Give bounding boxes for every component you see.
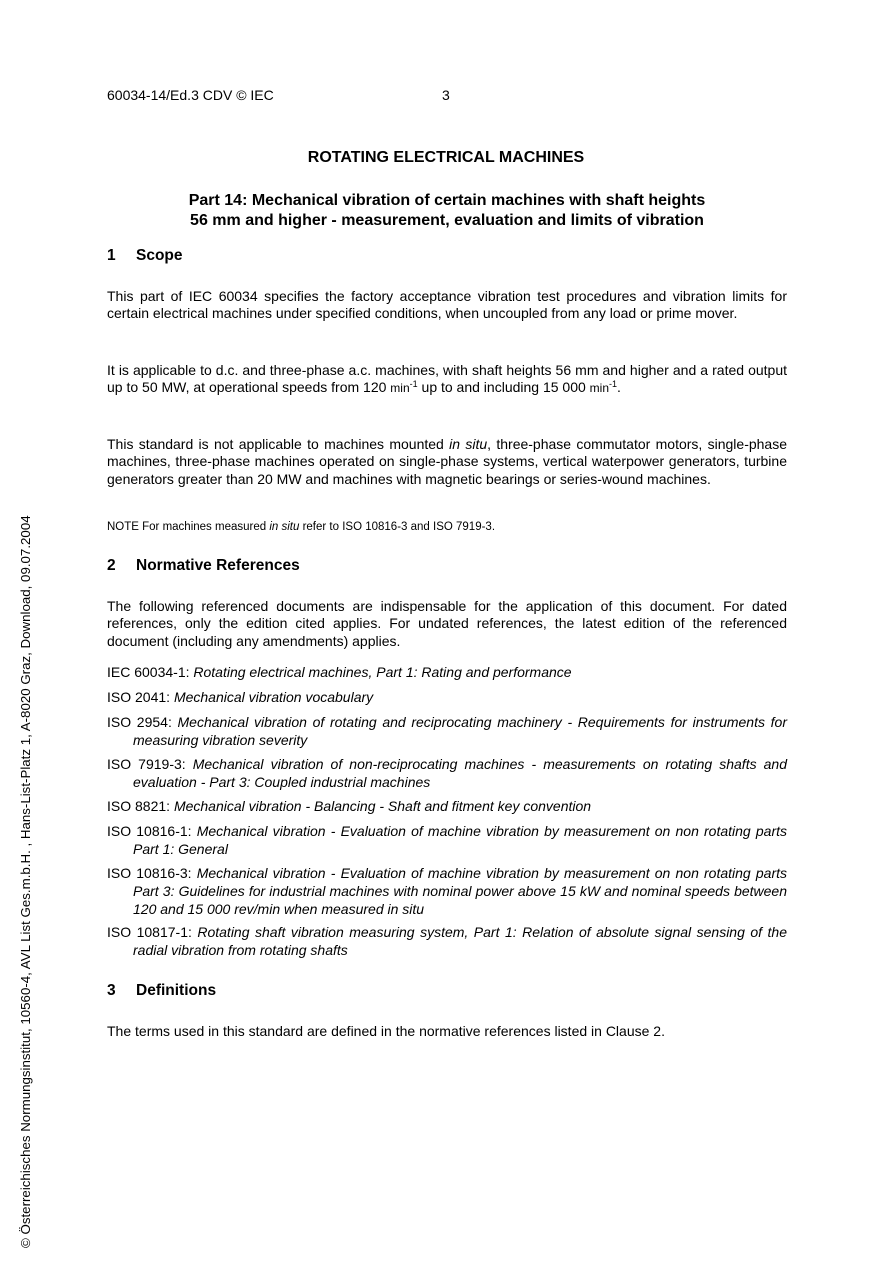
reference-title: Mechanical vibration - Evaluation of machine vibration by measurement on non rotating parts Part 1: General (133, 823, 787, 857)
reference-item (107, 924, 787, 960)
reference-title: Mechanical vibration - Evaluation of machine vibration by measurement on non rotating parts Part 3: Guidelines for industrial machines with nominal power above 15 kW and nominal speeds between 120 and 15 000 rev/min when measured in situ (133, 865, 787, 917)
reference-code: ISO 10816-1: (107, 823, 197, 839)
document-id: 60034-14/Ed.3 CDV © IEC (107, 87, 274, 103)
section-heading-definitions (107, 982, 216, 1000)
section-number: 3 (107, 982, 116, 999)
scope-p2-text-a: It is applicable to d.c. and three-phase a.c. machines, with shaft heights 56 mm and higher and a rated output up to 50 MW, at operational speeds from 120 (107, 362, 787, 396)
in-situ-term: in situ (269, 521, 300, 533)
document-subtitle (107, 191, 787, 231)
reference-item (107, 714, 787, 750)
reference-title: Rotating shaft vibration measuring system, Part 1: Relation of absolute signal sensing of the radial vibration from rotating shafts (133, 924, 787, 958)
section-heading-normative-references (107, 557, 300, 575)
speed-unit-exponent: -1 (409, 379, 418, 390)
reference-item (107, 798, 787, 816)
page-number: 3 (442, 87, 450, 103)
reference-code: ISO 10817-1: (107, 924, 198, 940)
reference-code: ISO 7919-3: (107, 756, 193, 772)
scope-paragraph-1: This part of IEC 60034 specifies the factory acceptance vibration test procedures and vibration limits for certain electrical machines under specified conditions, when uncoupled from any load or prime mover. (107, 288, 787, 322)
scope-p2-text-b: up to and including 15 000 (417, 379, 590, 396)
section-number: 2 (107, 557, 116, 574)
reference-item (107, 664, 787, 682)
scope-p3-text-a: This standard is not applicable to machines mounted (107, 436, 450, 452)
section-heading-scope (107, 247, 183, 265)
copyright-sidebar: © Österreichisches Normungsinstitut, 10560-4, AVL List Ges.m.b.H. , Hans-List-Platz 1, A-8020 Graz, Download, 09.07.2004 (18, 515, 33, 1248)
section-title: Scope (136, 247, 183, 264)
subtitle-line-1: Part 14: Mechanical vibration of certain machines with shaft heights (188, 192, 706, 209)
section-title: Normative References (136, 557, 300, 574)
section-title: Definitions (136, 982, 217, 999)
note-text-b: refer to ISO 10816-3 and ISO 7919-3. (299, 521, 496, 533)
section-number: 1 (107, 247, 116, 264)
scope-p3-text-b: , three-phase commutator motors, single-phase machines, three-phase machines operated on single-phase systems, vertical waterpower generators, turbine generators greater than 20 MW and machines with magnetic bearings or series-wound machines. (107, 436, 787, 487)
reference-title: Mechanical vibration of rotating and reciprocating machinery - Requirements for instruments for measuring vibration severity (133, 714, 788, 748)
reference-code: ISO 10816-3: (107, 865, 197, 881)
reference-title: Mechanical vibration vocabulary (173, 689, 374, 705)
subtitle-line-2: 56 mm and higher - measurement, evaluation and limits of vibration (190, 212, 704, 229)
document-title: ROTATING ELECTRICAL MACHINES (307, 149, 585, 166)
scope-paragraph-2 (107, 362, 787, 398)
note-text-a: NOTE For machines measured (107, 521, 270, 533)
reference-code: ISO 8821: (107, 798, 174, 814)
reference-code: IEC 60034-1: (107, 664, 194, 680)
definitions-paragraph: The terms used in this standard are defined in the normative references listed in Clause 2. (107, 1023, 665, 1039)
reference-item (107, 865, 787, 918)
scope-note (107, 520, 787, 534)
reference-title: Mechanical vibration - Balancing - Shaft and fitment key convention (173, 798, 592, 814)
reference-item (107, 689, 787, 707)
in-situ-term: in situ (449, 436, 488, 452)
reference-code: ISO 2954: (107, 714, 178, 730)
scope-p2-text-c: . (617, 379, 621, 396)
reference-code: ISO 2041: (107, 689, 174, 705)
speed-unit-exponent: -1 (609, 379, 618, 390)
reference-item (107, 756, 787, 792)
reference-item (107, 823, 787, 859)
reference-title: Mechanical vibration of non-reciprocating machines - measurements on rotating shafts and evaluation - Part 3: Coupled industrial machines (133, 756, 787, 790)
reference-title: Rotating electrical machines, Part 1: Rating and performance (193, 664, 572, 680)
normative-intro: The following referenced documents are indispensable for the application of this document. For dated references, only the edition cited applies. For undated references, the latest edition of the referenced document (including any amendments) applies. (107, 598, 787, 649)
scope-paragraph-3 (107, 436, 787, 488)
speed-unit: min (589, 381, 610, 396)
speed-unit: min (390, 381, 410, 396)
